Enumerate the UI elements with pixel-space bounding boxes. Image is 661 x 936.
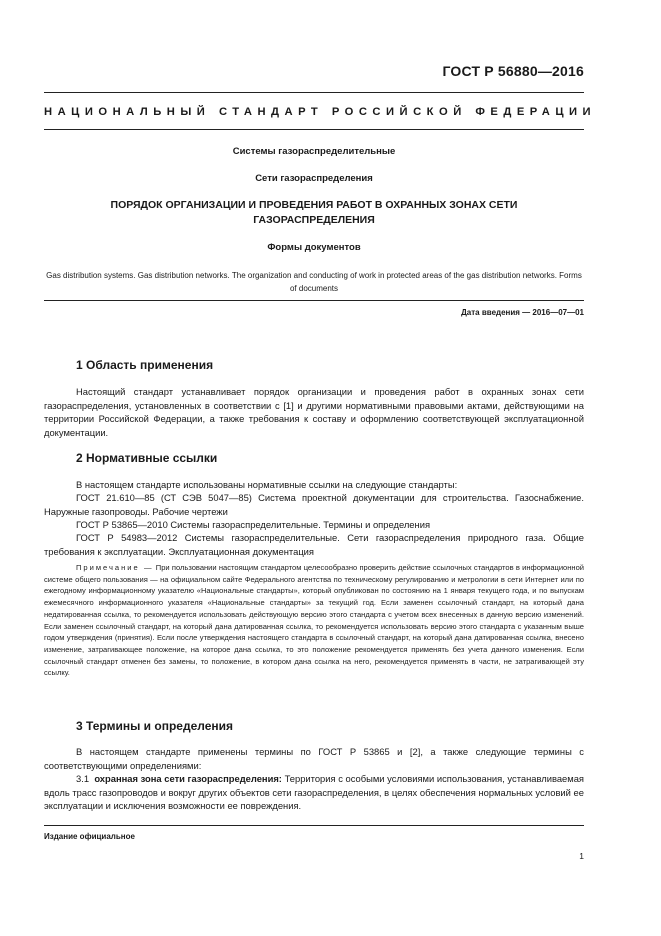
note-label: Примечание — xyxy=(76,563,154,572)
term-3-1 xyxy=(44,772,584,813)
section-3-heading: 3 Термины и определения xyxy=(76,719,234,733)
reference-gost-r-53865: ГОСТ Р 53865—2010 Системы газораспределительные. Термины и определения xyxy=(76,519,431,530)
main-title: ПОРЯДОК ОРГАНИЗАЦИИ И ПРОВЕДЕНИЯ РАБОТ В ОХРАННЫХ ЗОНАХ СЕТИ ГАЗОРАСПРЕДЕЛЕНИЯ xyxy=(110,199,518,226)
date-divider xyxy=(44,300,584,301)
section-2-heading: 2 Нормативные ссылки xyxy=(76,451,218,465)
section-1-text: Настоящий стандарт устанавливает порядок организации и проведения работ в охранных зонах сети газораспределения, установленных в соответствии с [1] и другими нормативными правовыми актами, действующими на территории Российской Федерации, а также требования к составу и оформлению соответствующей эксплуатационной документации. xyxy=(44,386,584,438)
page-number: 1 xyxy=(579,851,584,861)
reference-gost-r-54983: ГОСТ Р 54983—2012 Системы газораспределительные. Сети газораспределения природного газа. Общие требования к эксплуатации. Эксплуатационная документация xyxy=(44,532,584,557)
term-name: охранная зона сети газораспределения: xyxy=(94,773,282,784)
footer-divider xyxy=(44,825,584,826)
section-2-intro: В настоящем стандарте использованы нормативные ссылки на следующие стандарты: xyxy=(76,479,458,490)
section-3-intro: В настоящем стандарте применены термины по ГОСТ Р 53865 и [2], а также следующие термины с соответствующими определениями: xyxy=(44,746,584,771)
title-line-1: Системы газораспределительные xyxy=(232,146,396,157)
top-divider xyxy=(44,92,584,93)
title-line-4: Формы документов xyxy=(267,242,361,253)
banner-divider xyxy=(44,129,584,130)
english-title: Gas distribution systems. Gas distribution networks. The organization and conducting of work in protected areas of the gas distribution networks. Forms of documents xyxy=(46,271,582,293)
note-text: При пользовании настоящим стандартом целесообразно проверить действие ссылочных стандартов в информационной системе общего пользования — на официальном сайте Федерального агентства по техническому регулированию и метрологии в сети Интернет или по ежегодному информационному указателю «Национальные стандарты», который опубликован по состоянию на 1 января текущего года, и по выпускам ежемесячного информационного указателя «Национальные стандарты» за текущий год. Если заменен ссылочный стандарт, на который дана недатированная ссылка, то рекомендуется использовать действующую версию этого стандарта с учетом всех внесенных в данную версию изменений. Если заменен ссылочный стандарт, на который дана датированная ссылка, то рекомендуется использовать версию этого стандарта с указанным выше годом утверждения (принятия). Если после утверждения настоящего стандарта в ссылочный стандарт, на который дана датированная ссылка, внесено изменение, затрагивающее положение, на которое дана ссылка, то это положение рекомендуется применять без учета данного изменения. Если ссылочный стандарт отменен без замены, то положение, в котором дана ссылка на него, рекомендуется применять в части, не затрагивающей эту ссылку. xyxy=(44,563,584,678)
term-definition: Территория с особыми условиями использования, устанавливаемая вдоль трасс газопроводов и вокруг других объектов сети газораспределения, в целях обеспечения нормальных условий ее эксплуатации и исключения возможности ее повреждения. xyxy=(44,773,585,812)
reference-gost-21-610: ГОСТ 21.610—85 (СТ СЭВ 5047—85) Система проектной документации для строительства. Газоснабжение. Наружные газопроводы. Рабочие чертежи xyxy=(44,492,584,517)
standard-code: ГОСТ Р 56880—2016 xyxy=(442,63,584,79)
references-note xyxy=(44,562,584,679)
official-edition-label: Издание официальное xyxy=(44,832,135,841)
introduction-date: Дата введения — 2016—07—01 xyxy=(461,308,584,317)
national-standard-banner: НАЦИОНАЛЬНЫЙ СТАНДАРТ РОССИЙСКОЙ ФЕДЕРАЦИИ xyxy=(44,106,597,118)
term-number: 3.1 xyxy=(76,773,90,784)
section-1-heading: 1 Область применения xyxy=(76,358,214,372)
title-line-2: Сети газораспределения xyxy=(255,173,373,184)
